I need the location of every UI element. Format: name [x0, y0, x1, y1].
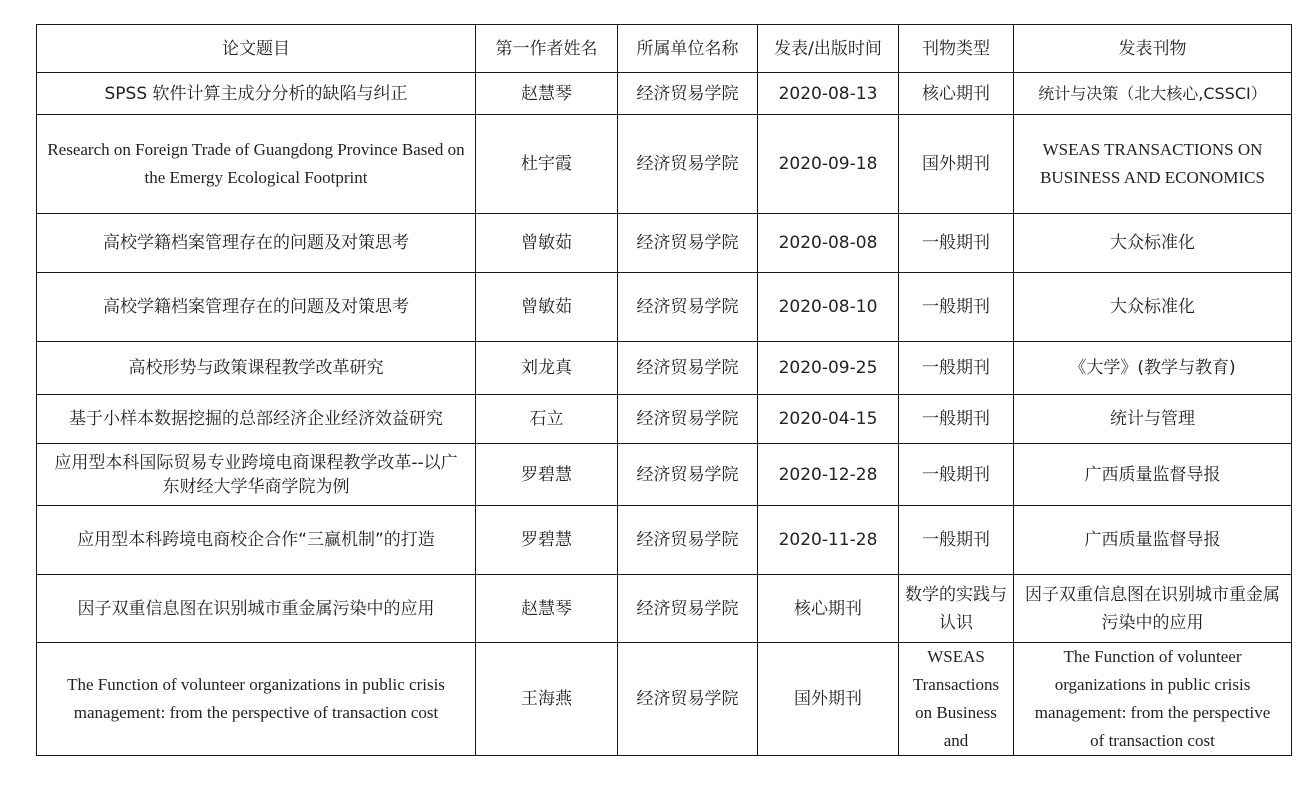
table-row — [37, 273, 1292, 342]
cell-unit: 经济贸易学院 — [618, 214, 758, 273]
cell-date: 2020-12-28 — [758, 444, 899, 506]
cell-journal: 大众标准化 — [1014, 273, 1292, 342]
cell-title: 应用型本科国际贸易专业跨境电商课程教学改革--以广东财经大学华商学院为例 — [37, 444, 476, 506]
cell-author: 杜宇霞 — [476, 115, 618, 214]
cell-date: 2020-08-08 — [758, 214, 899, 273]
cell-type: 国外期刊 — [899, 115, 1014, 214]
cell-unit: 经济贸易学院 — [618, 273, 758, 342]
cell-author: 赵慧琴 — [476, 73, 618, 115]
cell-date: 2020-08-13 — [758, 73, 899, 115]
cell-author: 石立 — [476, 395, 618, 444]
cell-journal: 大众标准化 — [1014, 214, 1292, 273]
table-row — [37, 575, 1292, 643]
cell-author: 罗碧慧 — [476, 444, 618, 506]
header-type: 刊物类型 — [899, 25, 1014, 73]
cell-date: 核心期刊 — [758, 575, 899, 643]
cell-unit: 经济贸易学院 — [618, 115, 758, 214]
cell-unit: 经济贸易学院 — [618, 444, 758, 506]
table-row — [37, 395, 1292, 444]
header-unit: 所属单位名称 — [618, 25, 758, 73]
cell-type: 数学的实践与认识 — [899, 575, 1014, 643]
cell-title: 应用型本科跨境电商校企合作“三赢机制”的打造 — [37, 506, 476, 575]
cell-unit: 经济贸易学院 — [618, 575, 758, 643]
cell-type: 一般期刊 — [899, 342, 1014, 395]
cell-date: 2020-04-15 — [758, 395, 899, 444]
cell-type: 一般期刊 — [899, 395, 1014, 444]
cell-type: 一般期刊 — [899, 214, 1014, 273]
cell-journal: WSEAS TRANSACTIONS ON BUSINESS AND ECONOMICS — [1014, 115, 1292, 214]
cell-title: Research on Foreign Trade of Guangdong Province Based on the Emergy Ecological Footprint — [37, 115, 476, 214]
cell-author: 赵慧琴 — [476, 575, 618, 643]
cell-title: 高校学籍档案管理存在的问题及对策思考 — [37, 214, 476, 273]
cell-type: WSEAS Transactions on Business and — [899, 643, 1014, 756]
table-row — [37, 506, 1292, 575]
cell-journal: 因子双重信息图在识别城市重金属污染中的应用 — [1014, 575, 1292, 643]
cell-author: 王海燕 — [476, 643, 618, 756]
cell-title: 高校形势与政策课程教学改革研究 — [37, 342, 476, 395]
header-title: 论文题目 — [37, 25, 476, 73]
table-row — [37, 342, 1292, 395]
cell-unit: 经济贸易学院 — [618, 395, 758, 444]
cell-title: SPSS 软件计算主成分分析的缺陷与纠正 — [37, 73, 476, 115]
cell-journal: 统计与决策（北大核心,CSSCI） — [1014, 73, 1292, 115]
cell-author: 刘龙真 — [476, 342, 618, 395]
table-row — [37, 73, 1292, 115]
table-row — [37, 643, 1292, 756]
cell-date: 2020-09-18 — [758, 115, 899, 214]
cell-date: 国外期刊 — [758, 643, 899, 756]
cell-type: 一般期刊 — [899, 444, 1014, 506]
table-row — [37, 115, 1292, 214]
cell-unit: 经济贸易学院 — [618, 506, 758, 575]
cell-author: 曾敏茹 — [476, 214, 618, 273]
cell-journal: 统计与管理 — [1014, 395, 1292, 444]
cell-unit: 经济贸易学院 — [618, 342, 758, 395]
cell-title: 基于小样本数据挖掘的总部经济企业经济效益研究 — [37, 395, 476, 444]
cell-type: 一般期刊 — [899, 506, 1014, 575]
cell-title: 高校学籍档案管理存在的问题及对策思考 — [37, 273, 476, 342]
cell-unit: 经济贸易学院 — [618, 643, 758, 756]
cell-journal: 广西质量监督导报 — [1014, 444, 1292, 506]
header-row — [37, 25, 1292, 73]
cell-date: 2020-09-25 — [758, 342, 899, 395]
cell-journal: The Function of volunteer organizations in public crisis management: from the perspective of transaction cost — [1014, 643, 1292, 756]
cell-date: 2020-11-28 — [758, 506, 899, 575]
cell-type: 核心期刊 — [899, 73, 1014, 115]
cell-type: 一般期刊 — [899, 273, 1014, 342]
table-row — [37, 214, 1292, 273]
cell-title: The Function of volunteer organizations in public crisis management: from the perspective of transaction cost — [37, 643, 476, 756]
cell-title: 因子双重信息图在识别城市重金属污染中的应用 — [37, 575, 476, 643]
table-row — [37, 444, 1292, 506]
cell-journal: 广西质量监督导报 — [1014, 506, 1292, 575]
papers-table — [36, 24, 1292, 756]
cell-unit: 经济贸易学院 — [618, 73, 758, 115]
cell-date: 2020-08-10 — [758, 273, 899, 342]
cell-author: 曾敏茹 — [476, 273, 618, 342]
header-author: 第一作者姓名 — [476, 25, 618, 73]
header-date: 发表/出版时间 — [758, 25, 899, 73]
cell-journal: 《大学》(教学与教育) — [1014, 342, 1292, 395]
cell-author: 罗碧慧 — [476, 506, 618, 575]
header-journal: 发表刊物 — [1014, 25, 1292, 73]
